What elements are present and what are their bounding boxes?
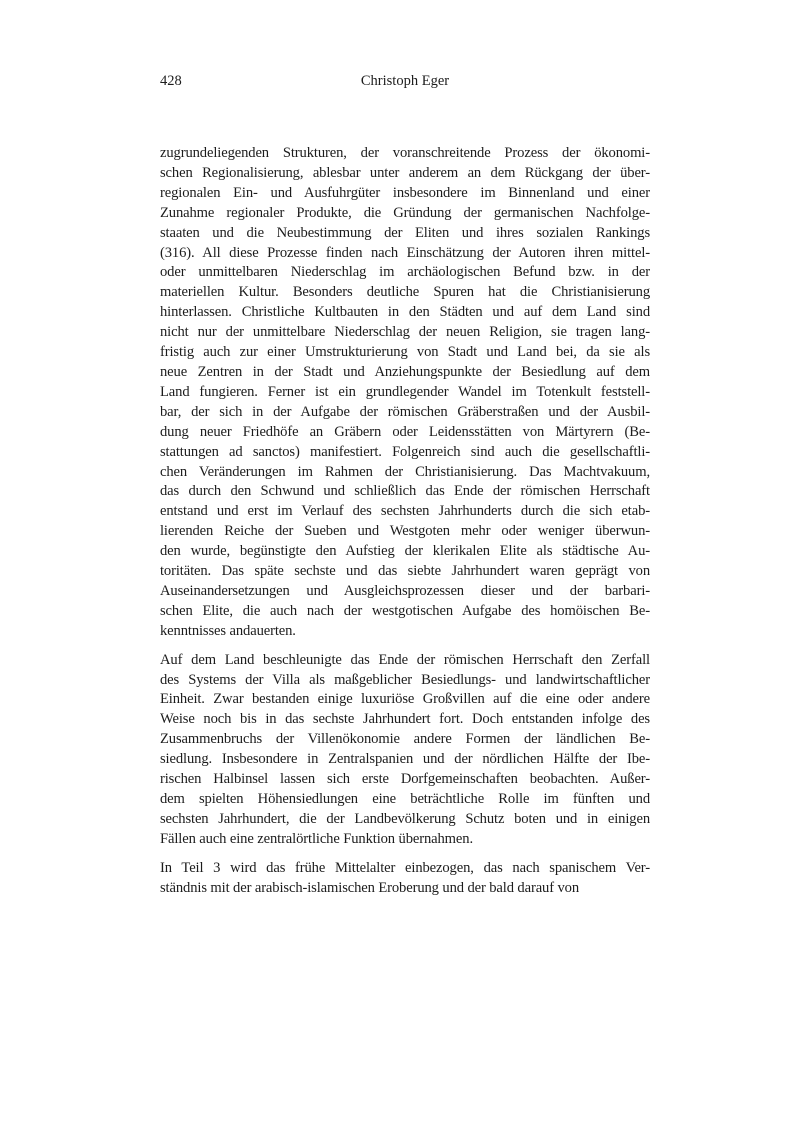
text-line: sechsten Jahrhundert, die der Landbevölkerung Schutz boten und in einigen <box>160 810 650 827</box>
text-line: Zusammenbruchs der Villenökonomie andere Formen der ländlichen Be- <box>160 731 650 748</box>
text-line: dung neuer Friedhöfe an Gräbern oder Leidensstätten von Märtyrern (Be- <box>160 423 650 440</box>
text-line: Einheit. Zwar bestanden einige luxuriöse Großvillen auf die eine oder andere <box>160 691 650 708</box>
text-line: siedlung. Insbesondere in Zentralspanien und der nördlichen Hälfte der Ibe- <box>160 751 650 768</box>
text-line: des Systems der Villa als maßgeblicher Besiedlungs- und landwirtschaftlicher <box>160 671 650 688</box>
text-line: entstand und erst im Verlauf des sechsten Jahrhunderts durch die sich etab- <box>160 503 650 520</box>
text-line: ständnis mit der arabisch-islamischen Eroberung und der bald darauf von <box>160 879 580 896</box>
text-line: chen Veränderungen im Rahmen der Christianisierung. Das Machtvakuum, <box>160 463 650 480</box>
text-line: staaten und die Neubestimmung der Eliten und ihres sozialen Rankings <box>160 224 650 241</box>
text-line: stattungen ad sanctos) manifestiert. Folgenreich sind auch die gesellschaftli- <box>160 443 650 460</box>
paragraph <box>160 144 650 642</box>
text-line: Land fungieren. Ferner ist ein grundlegender Wandel im Totenkult feststell- <box>160 383 650 400</box>
text-line: kenntnisses andauerten. <box>160 622 296 639</box>
running-header-title: Christoph Eger <box>360 73 450 89</box>
running-head <box>160 71 650 91</box>
text-line: toritäten. Das späte sechste und das siebte Jahrhundert waren geprägt von <box>160 563 650 580</box>
text-line: bar, der sich in der Aufgabe der römischen Gräberstraßen und der Ausbil- <box>160 403 650 420</box>
text-line: hinterlassen. Christliche Kultbauten in den Städten und auf dem Land sind <box>160 304 650 321</box>
text-line: materiellen Kultur. Besonders deutliche Spuren hat die Christianisierung <box>160 284 650 301</box>
paragraph <box>160 651 650 850</box>
text-line: dem spielten Höhensiedlungen eine beträchtliche Rolle im fünften und <box>160 791 650 807</box>
text-line: schen Elite, die auch nach der westgotischen Aufgabe des homöischen Be- <box>160 602 650 619</box>
text-line: Zunahme regionaler Produkte, die Gründung der germanischen Nachfolge- <box>160 204 650 221</box>
text-line: Auseinandersetzungen und Ausgleichsprozessen dieser und der barbari- <box>160 582 650 599</box>
text-line: In Teil 3 wird das frühe Mittelalter einbezogen, das nach spanischem Ver- <box>160 859 650 876</box>
text-line: das durch den Schwund und schließlich das Ende der römischen Herrschaft <box>160 483 650 500</box>
text-line: rischen Halbinsel lassen sich erste Dorfgemeinschaften beobachten. Außer- <box>160 771 650 788</box>
text-line: den wurde, begünstigte den Aufstieg der klerikalen Elite als städtische Au- <box>160 543 650 560</box>
text-line: schen Regionalisierung, ablesbar unter anderem an dem Rückgang der über- <box>160 164 650 181</box>
text-block <box>160 144 650 899</box>
text-line: zugrundeliegenden Strukturen, der voranschreitende Prozess der ökonomi- <box>160 145 650 161</box>
text-line: Fällen auch eine zentralörtliche Funktion übernahmen. <box>160 830 473 847</box>
text-line: nicht nur der unmittelbare Niederschlag der neuen Religion, sie tragen lang- <box>160 324 650 341</box>
paragraph <box>160 859 650 899</box>
text-line: (316). All diese Prozesse finden nach Einschätzung der Autoren ihren mittel- <box>160 244 650 261</box>
text-line: regionalen Ein- und Ausfuhrgüter insbesondere im Binnenland und einer <box>160 184 650 201</box>
text-line: lierenden Reiche der Sueben und Westgoten mehr oder weniger überwun- <box>160 523 650 540</box>
text-line: Auf dem Land beschleunigte das Ende der römischen Herrschaft den Zerfall <box>160 651 650 668</box>
text-line: fristig auch zur einer Umstrukturierung von Stadt und Land bei, da sie als <box>160 344 650 361</box>
text-line: Weise noch bis in das sechste Jahrhundert fort. Doch entstanden infolge des <box>160 711 650 728</box>
text-line: neue Zentren in der Stadt und Anziehungspunkte der Besiedlung auf dem <box>160 363 650 380</box>
text-line: oder unmittelbaren Niederschlag im archäologischen Befund bzw. in der <box>160 264 650 281</box>
page-number: 428 <box>160 73 182 89</box>
